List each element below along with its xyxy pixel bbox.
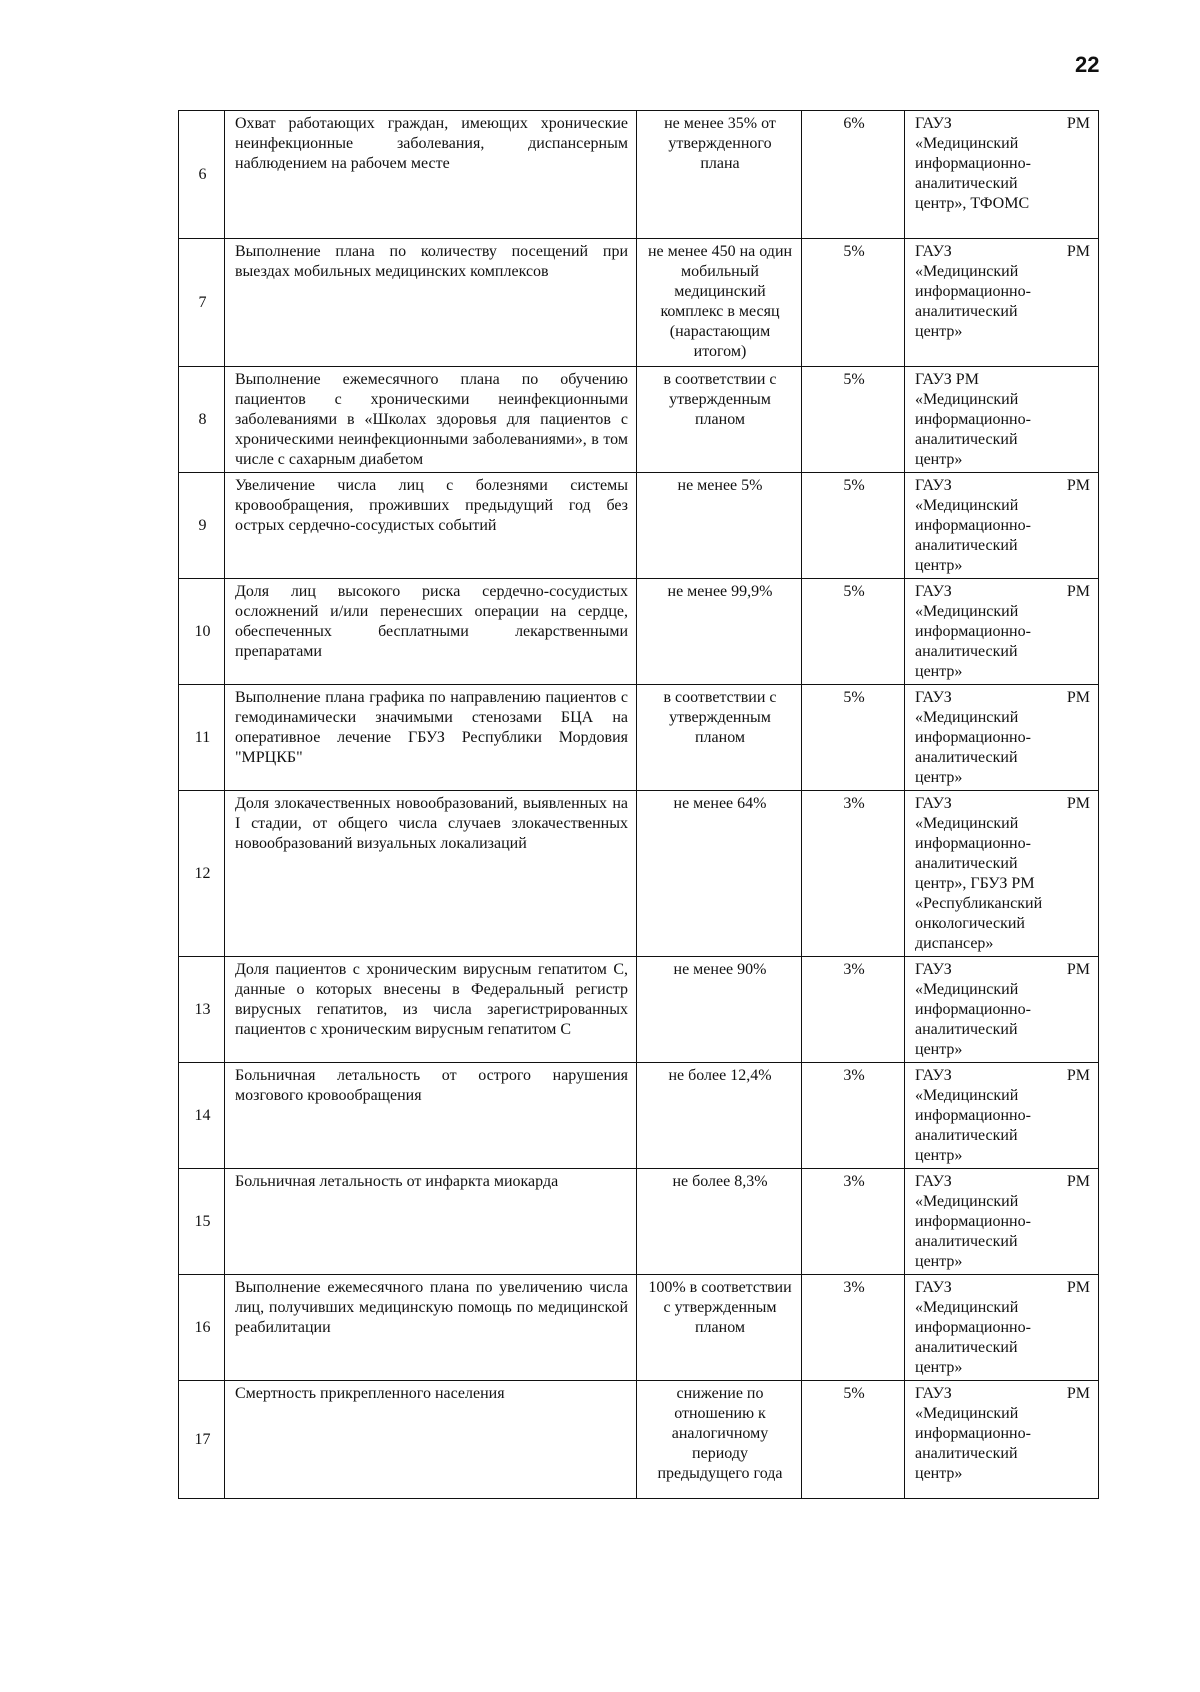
responsible-head-left: ГАУЗ РМ <box>915 371 979 388</box>
responsible-head-left: ГАУЗ <box>915 583 952 600</box>
indicator-description: Доля пациентов с хроническим вирусным гепатитом С, данные о которых внесены в Федеральный регистр вирусных гепатитов, из числа зарегистрированных пациентов с хроническим вирусным гепатитом С <box>225 957 637 1063</box>
responsible-line: аналитический <box>915 1339 1018 1356</box>
weight-percent: 5% <box>802 473 905 579</box>
responsible-head-left: ГАУЗ <box>915 961 952 978</box>
responsible-head <box>915 1066 1090 1086</box>
row-number: 16 <box>179 1275 225 1381</box>
responsible-line: информационно- <box>915 729 1031 746</box>
target-value: не менее 35% от утвержденного плана <box>637 111 802 239</box>
responsible-head <box>915 582 1090 602</box>
target-value: не более 8,3% <box>637 1169 802 1275</box>
weight-percent: 3% <box>802 791 905 957</box>
responsible-line: «Медицинский <box>915 391 1019 408</box>
responsible-line: «Медицинский <box>915 135 1019 152</box>
table-row <box>179 111 1099 239</box>
responsible-line: аналитический <box>915 537 1018 554</box>
target-value: не менее 450 на один мобильный медицинский комплекс в месяц (нарастающим итогом) <box>637 239 802 367</box>
responsible-org <box>905 367 1099 473</box>
responsible-line: информационно- <box>915 1107 1031 1124</box>
responsible-head-left: ГАУЗ <box>915 1067 952 1084</box>
responsible-line: «Республиканский <box>915 895 1043 912</box>
row-number: 11 <box>179 685 225 791</box>
responsible-line: информационно- <box>915 155 1031 172</box>
responsible-line: онкологический <box>915 915 1025 932</box>
table-row <box>179 239 1099 367</box>
responsible-line: аналитический <box>915 855 1018 872</box>
responsible-line: информационно- <box>915 835 1031 852</box>
target-value: не менее 64% <box>637 791 802 957</box>
responsible-head-left: ГАУЗ <box>915 1173 952 1190</box>
responsible-line: информационно- <box>915 1425 1031 1442</box>
responsible-head-left: ГАУЗ <box>915 243 952 260</box>
target-value: в соответствии с утвержденным планом <box>637 685 802 791</box>
row-number: 9 <box>179 473 225 579</box>
responsible-line: центр» <box>915 451 963 468</box>
responsible-line: «Медицинский <box>915 263 1019 280</box>
responsible-line: «Медицинский <box>915 709 1019 726</box>
target-value: не более 12,4% <box>637 1063 802 1169</box>
responsible-org <box>905 1063 1099 1169</box>
responsible-head-left: ГАУЗ <box>915 795 952 812</box>
weight-percent: 3% <box>802 1169 905 1275</box>
responsible-line: «Медицинский <box>915 1405 1019 1422</box>
indicator-description: Охват работающих граждан, имеющих хронические неинфекционные заболевания, диспансерным наблюдением на рабочем месте <box>225 111 637 239</box>
responsible-line: аналитический <box>915 1021 1018 1038</box>
responsible-head <box>915 1278 1090 1298</box>
indicator-description: Доля лиц высокого риска сердечно-сосудистых осложнений и/или перенесших операции на сердце, обеспеченных бесплатными лекарственными препаратами <box>225 579 637 685</box>
indicator-description: Доля злокачественных новообразований, выявленных на I стадии, от общего числа случаев злокачественных новообразований визуальных локализаций <box>225 791 637 957</box>
responsible-line: аналитический <box>915 1445 1018 1462</box>
responsible-line: информационно- <box>915 283 1031 300</box>
responsible-org <box>905 685 1099 791</box>
responsible-org <box>905 1275 1099 1381</box>
table-row <box>179 473 1099 579</box>
responsible-head-left: ГАУЗ <box>915 477 952 494</box>
responsible-line: «Медицинский <box>915 1193 1019 1210</box>
row-number: 12 <box>179 791 225 957</box>
responsible-line: диспансер» <box>915 935 994 952</box>
responsible-org <box>905 957 1099 1063</box>
indicator-description: Выполнение плана графика по направлению пациентов с гемодинамически значимыми стенозами БЦА на оперативное лечение ГБУЗ Республики Мордовия "МРЦКБ" <box>225 685 637 791</box>
responsible-head-right: РМ <box>1066 1067 1090 1084</box>
responsible-head <box>915 688 1090 708</box>
responsible-head-right: РМ <box>1066 961 1090 978</box>
table-row <box>179 1381 1099 1499</box>
indicators-table-body <box>179 111 1099 1499</box>
responsible-line: аналитический <box>915 431 1018 448</box>
page-number: 22 <box>1075 52 1100 77</box>
responsible-line: «Медицинский <box>915 497 1019 514</box>
weight-percent: 5% <box>802 579 905 685</box>
responsible-org <box>905 791 1099 957</box>
weight-percent: 3% <box>802 1275 905 1381</box>
table-row <box>179 791 1099 957</box>
responsible-line: центр» <box>915 1147 963 1164</box>
row-number: 8 <box>179 367 225 473</box>
indicator-description: Больничная летальность от острого нарушения мозгового кровообращения <box>225 1063 637 1169</box>
responsible-head-right: РМ <box>1066 477 1090 494</box>
responsible-head <box>915 242 1090 262</box>
indicator-description: Увеличение числа лиц с болезнями системы кровообращения, проживших предыдущий год без острых сердечно-сосудистых событий <box>225 473 637 579</box>
table-row <box>179 1275 1099 1381</box>
table-row <box>179 579 1099 685</box>
target-value: снижение по отношению к аналогичному периоду предыдущего года <box>637 1381 802 1499</box>
target-value: не менее 99,9% <box>637 579 802 685</box>
responsible-line: информационно- <box>915 411 1031 428</box>
responsible-line: «Медицинский <box>915 981 1019 998</box>
responsible-line: центр» <box>915 663 963 680</box>
indicator-description: Больничная летальность от инфаркта миокарда <box>225 1169 637 1275</box>
indicator-description: Выполнение ежемесячного плана по обучению пациентов с хроническими неинфекционными заболеваниями в «Школах здоровья для пациентов с хроническими неинфекционными заболеваниями», в том числе с сахарным диабетом <box>225 367 637 473</box>
responsible-head-left: ГАУЗ <box>915 1385 952 1402</box>
responsible-head-right: РМ <box>1066 795 1090 812</box>
table-row <box>179 685 1099 791</box>
responsible-line: аналитический <box>915 749 1018 766</box>
responsible-line: центр» <box>915 1253 963 1270</box>
weight-percent: 5% <box>802 685 905 791</box>
responsible-head-right: РМ <box>1066 583 1090 600</box>
responsible-head-right: РМ <box>1066 1385 1090 1402</box>
responsible-head-right: РМ <box>1066 1279 1090 1296</box>
responsible-line: центр» <box>915 323 963 340</box>
weight-percent: 3% <box>802 957 905 1063</box>
responsible-line: аналитический <box>915 303 1018 320</box>
responsible-org <box>905 473 1099 579</box>
responsible-line: центр» <box>915 1041 963 1058</box>
responsible-org <box>905 1169 1099 1275</box>
responsible-head <box>915 960 1090 980</box>
responsible-line: центр», ТФОМС <box>915 195 1030 212</box>
responsible-line: аналитический <box>915 1233 1018 1250</box>
table-row <box>179 367 1099 473</box>
responsible-line: центр» <box>915 769 963 786</box>
table-row <box>179 1063 1099 1169</box>
row-number: 17 <box>179 1381 225 1499</box>
weight-percent: 5% <box>802 367 905 473</box>
responsible-org <box>905 239 1099 367</box>
weight-percent: 6% <box>802 111 905 239</box>
row-number: 6 <box>179 111 225 239</box>
responsible-line: «Медицинский <box>915 603 1019 620</box>
responsible-line: «Медицинский <box>915 1299 1019 1316</box>
responsible-line: центр», ГБУЗ РМ <box>915 875 1035 892</box>
responsible-head <box>915 476 1090 496</box>
responsible-line: аналитический <box>915 175 1018 192</box>
responsible-line: информационно- <box>915 1319 1031 1336</box>
row-number: 7 <box>179 239 225 367</box>
responsible-line: информационно- <box>915 517 1031 534</box>
responsible-org <box>905 579 1099 685</box>
responsible-line: центр» <box>915 557 963 574</box>
responsible-head <box>915 1384 1090 1404</box>
row-number: 15 <box>179 1169 225 1275</box>
responsible-head-left: ГАУЗ <box>915 689 952 706</box>
responsible-line: центр» <box>915 1359 963 1376</box>
responsible-line: аналитический <box>915 1127 1018 1144</box>
responsible-head-right: РМ <box>1066 115 1090 132</box>
responsible-head-right: РМ <box>1066 243 1090 260</box>
weight-percent: 5% <box>802 1381 905 1499</box>
responsible-org <box>905 1381 1099 1499</box>
responsible-head-left: ГАУЗ <box>915 115 952 132</box>
responsible-org <box>905 111 1099 239</box>
row-number: 13 <box>179 957 225 1063</box>
weight-percent: 5% <box>802 239 905 367</box>
indicator-description: Смертность прикрепленного населения <box>225 1381 637 1499</box>
responsible-head <box>915 794 1090 814</box>
target-value: в соответствии с утвержденным планом <box>637 367 802 473</box>
responsible-line: аналитический <box>915 643 1018 660</box>
table-row <box>179 1169 1099 1275</box>
row-number: 14 <box>179 1063 225 1169</box>
responsible-line: информационно- <box>915 1001 1031 1018</box>
responsible-head <box>915 114 1090 134</box>
responsible-head-right: РМ <box>1066 1173 1090 1190</box>
responsible-line: информационно- <box>915 623 1031 640</box>
indicator-description: Выполнение плана по количеству посещений при выездах мобильных медицинских комплексов <box>225 239 637 367</box>
responsible-line: «Медицинский <box>915 815 1019 832</box>
table-row <box>179 957 1099 1063</box>
target-value: не менее 90% <box>637 957 802 1063</box>
responsible-line: информационно- <box>915 1213 1031 1230</box>
responsible-head-left: ГАУЗ <box>915 1279 952 1296</box>
responsible-line: «Медицинский <box>915 1087 1019 1104</box>
weight-percent: 3% <box>802 1063 905 1169</box>
indicator-description: Выполнение ежемесячного плана по увеличению числа лиц, получивших медицинскую помощь по медицинской реабилитации <box>225 1275 637 1381</box>
target-value: 100% в соответствии с утвержденным планом <box>637 1275 802 1381</box>
indicators-table <box>178 110 1099 1499</box>
target-value: не менее 5% <box>637 473 802 579</box>
responsible-head-right: РМ <box>1066 689 1090 706</box>
row-number: 10 <box>179 579 225 685</box>
responsible-head <box>915 1172 1090 1192</box>
responsible-line: центр» <box>915 1465 963 1482</box>
responsible-head <box>915 370 1090 390</box>
